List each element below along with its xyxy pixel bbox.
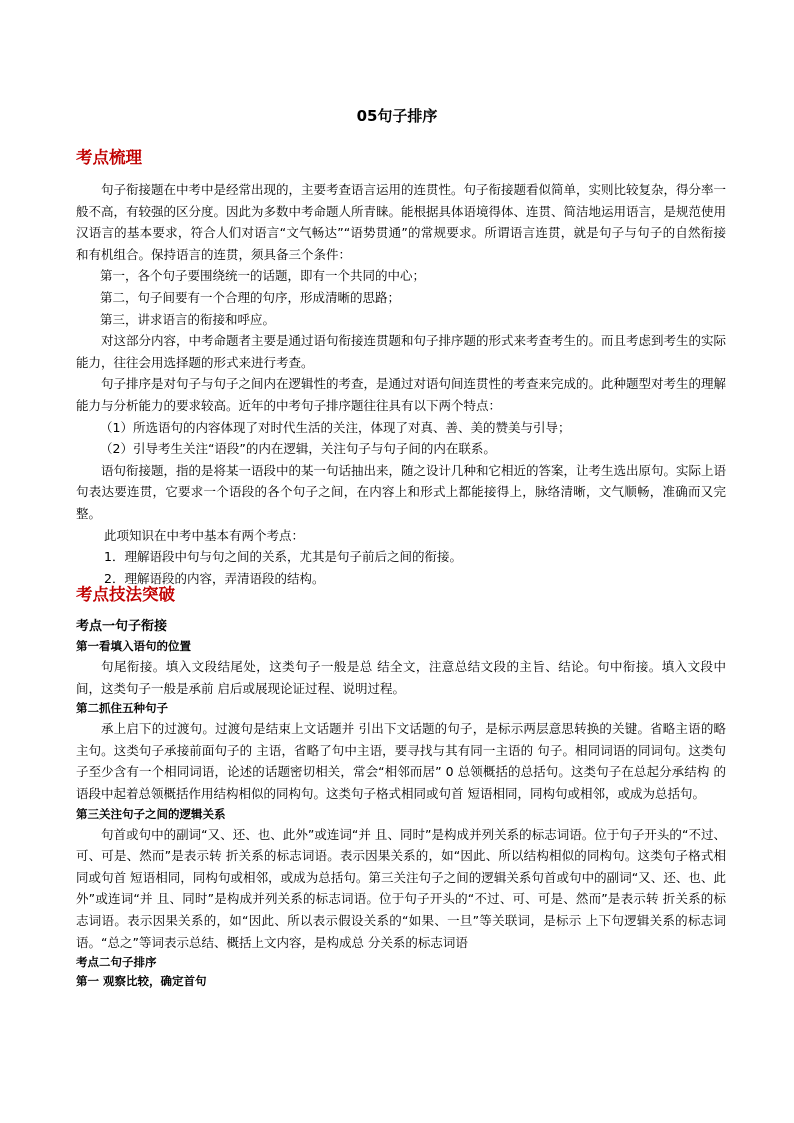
list-item: （2）引导考生关注“语段”的内在逻辑，关注句子与句子间的内在联系。 xyxy=(100,441,496,457)
list-item: 第三，讲求语言的衔接和呼应。 xyxy=(100,311,276,327)
paragraph: 句子排序是对句子与句子之间内在逻辑性的考查，是通过对语句间连贯性的考查来完成的。此种题型对考生的理解能力与分析能力的要求较高。近年的中考句子排序题往往具有以下两个特点： xyxy=(76,376,727,413)
section-body-jifa-tupo xyxy=(76,617,726,991)
point-heading: 考点一句子衔接 xyxy=(76,619,168,634)
paragraph: 语句衔接题，指的是将某一语段中的某一句话抽出来，随之设计几种和它相近的答案，让考生选出原句。实际上语句表达要连贯，它要求一个语段的各个句子之间，在内容上和形式上都能接得上，脉络清晰，文气顺畅，准确而又完整。 xyxy=(76,462,727,521)
list-item: 2．理解语段的内容，弄清语段的结构。 xyxy=(104,570,325,586)
subheading: 第二抓住五种句子 xyxy=(76,701,168,716)
subheading: 第一看填入语句的位置 xyxy=(76,639,191,653)
subheading: 第一 观察比较，确定首句 xyxy=(76,974,207,989)
paragraph: 句首或句中的副词“又、还、也、此外”或连词“并 且、同时”是构成并列关系的标志词语。位于句子开头的“不过、可、可是、然而”是表示转 折关系的标志词语。表示因果关系的，如“因此、所以结构相似的同构句。这类句子格式相同或句首 短语相同，同构句或相邻，或成为总括句。第三关注句子之间的逻辑关系句首或句中的副词“又、还、也、此外”或连词“并 且、同时”是构成并列关系的标志词语。位于句子开头的“不过、可、可是、然而”是表示转 折关系的标志词语。表示因果关系的，如“因此、所以表示假设关系的“如果、一旦”等关联词，是标示 上下句逻辑关系的标志词语。“总之”等词表示总结、概括上文内容，是构成总 分关系的标志词语 xyxy=(76,826,726,950)
list-item: 1．理解语段中句与句之间的关系，尤其是句子前后之间的衔接。 xyxy=(104,549,462,565)
paragraph: 此项知识在中考中基本有两个考点： xyxy=(104,527,305,543)
point-heading: 考点二句子排序 xyxy=(76,955,157,970)
section-body-kaodian-shuli xyxy=(76,179,726,589)
list-item: 第一，各个句子要围绕统一的话题，即有一个共同的中心； xyxy=(100,268,426,284)
list-item: （1）所选语句的内容体现了对时代生活的关注，体现了对真、善、美的赞美与引导； xyxy=(100,419,571,435)
paragraph: 句子衔接题在中考中是经常出现的，主要考查语言运用的连贯性。句子衔接题看似简单，实则比较复杂，得分率一般不高，有较强的区分度。因此为多数中考命题人所青睐。能根据具体语境得体、连贯、简洁地运用语言，是规范使用汉语言的基本要求，符合人们对语言“文气畅达”“语势贯通”的常规要求。所谓语言连贯，就是句子与句子的自然衔接和有机组合。保持语言的连贯，须具备三个条件： xyxy=(76,182,727,262)
paragraph: 句尾衔接。填入文段结尾处，这类句子一般是总 结全文，注意总结文段的主旨、结论。句中衔接。填入文段中间，这类句子一般是承前 启后或展现论证过程、说明过程。 xyxy=(76,659,726,696)
paragraph: 对这部分内容，中考命题者主要是通过语句衔接连贯题和句子排序题的形式来考查考生的。而且考虑到考生的实际能力，往往会用选择题的形式来进行考查。 xyxy=(76,333,727,370)
section-heading-jifa-tupo: 考点技法突破 xyxy=(76,585,175,604)
paragraph: 承上启下的过渡句。过渡句是结束上文话题并 引出下文话题的句子，是标示两层意思转换的关键。省略主语的略主句。这类句子承接前面句子的 主语，省略了句中主语，要寻找与其有同一主语的 句子。相同词语的同词句。这类句子至少含有一个相同词语，论述的话题密切相关，常会“相邻而居” 0 总领概括的总括句。这类句子在总起分承结构 的语段中起着总领概括作用结构相似的同构句。这类句子格式相同或句首 短语相同，同构句或相邻，或成为总括句。 xyxy=(76,721,726,801)
subheading: 第三关注句子之间的逻辑关系 xyxy=(76,806,226,821)
section-heading-kaodian-shuli: 考点梳理 xyxy=(76,148,142,167)
list-item: 第二，句子间要有一个合理的句序，形成清晰的思路； xyxy=(100,289,401,305)
page-title: 05句子排序 xyxy=(356,107,438,125)
